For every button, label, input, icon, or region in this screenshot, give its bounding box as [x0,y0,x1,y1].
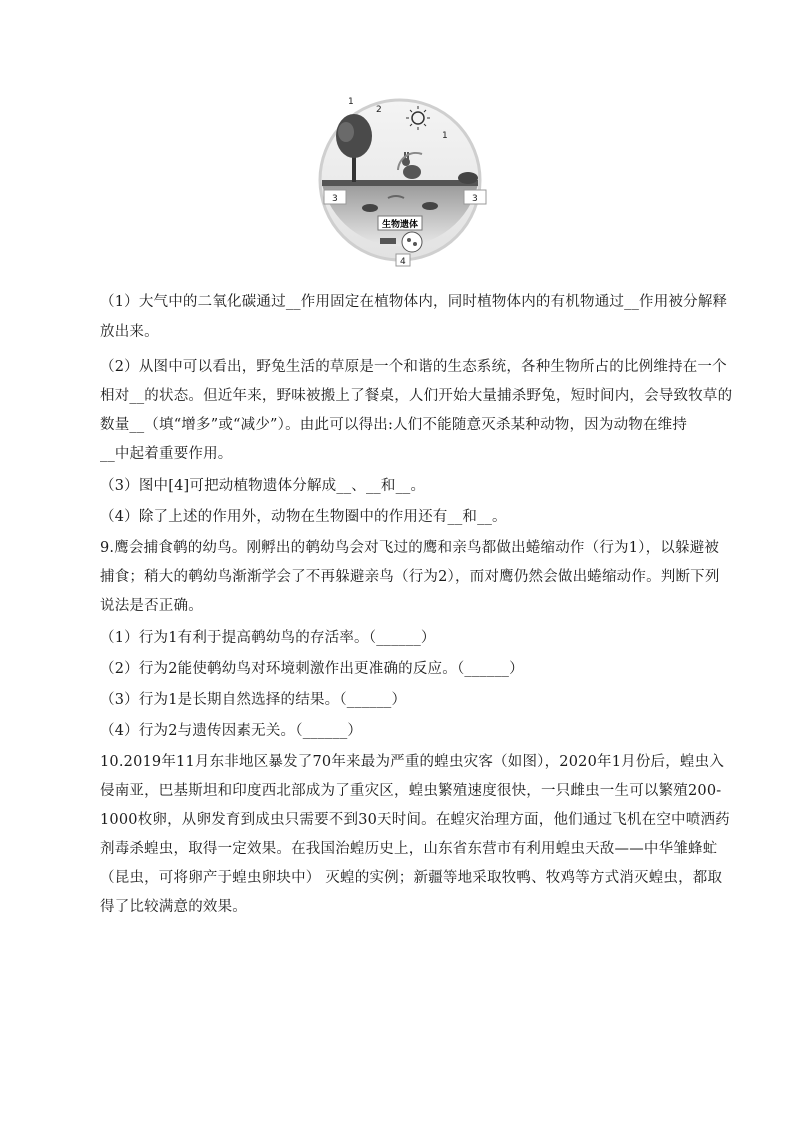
q10-line6: 得了比较满意的效果。 [100,899,247,915]
bush-icon [458,172,478,184]
animal-remains-icon [362,204,378,212]
fig-caption: 生物遗体 [382,220,419,230]
q9-stem-line3: 说法是否正确。 [100,598,203,614]
q8-2-line2: 相对__的状态。但近年来，野味被搬上了餐桌，人们开始大量捕杀野兔，短时间内，会导致牧草的 [100,388,733,404]
ecosystem-diagram [300,92,500,272]
q9-item2: （2）行为2能使鹌幼鸟对环境刺激作出更准确的反应。（______） [100,661,524,677]
q10-line5: （昆虫，可将卵产于蝗虫卵块中） 灭蝗的实例；新疆等地采取牧鸭、牧鸡等方式消灭蝗虫，都取 [100,870,723,886]
fig-label-3b: 3 [472,194,478,204]
q8-2-line4: __中起着重要作用。 [100,446,233,462]
fig-label-2: 2 [376,105,382,115]
q10-line3: 1000枚卵，从卵发育到成虫只需要不到30天时间。在蝗灾治理方面，他们通过飞机在空中喷洒药 [100,812,730,828]
fig-label-1b: 1 [442,131,448,141]
ground-line [322,180,478,186]
q8-2-line1: （2）从图中可以看出，野兔生活的草原是一个和谐的生态系统，各种生物所占的比例维持在一个 [100,359,727,375]
fig-label-1a: 1 [348,97,354,107]
q9-item4: （4）行为2与遗传因素无关。（______） [100,723,363,739]
remains-icon [380,238,396,244]
q8-3-line: （3）图中[4]可把动植物遗体分解成__、__和__。 [100,478,426,494]
q8-1-line1: （1）大气中的二氧化碳通过__作用固定在植物体内，同时植物体内的有机物通过__作用被分解释 [100,294,728,310]
q9-stem-line2: 捕食；稍大的鹌幼鸟渐渐学会了不再躲避亲鸟（行为2），而对鹰仍然会做出蜷缩动作。判断下列 [100,569,720,585]
q9-stem-line1: 9.鹰会捕食鹌的幼鸟。刚孵出的鹌幼鸟会对飞过的鹰和亲鸟都做出蜷缩动作（行为1），以躲避被 [100,540,720,556]
q10-line2: 侵南亚，巴基斯坦和印度西北部成为了重灾区，蝗虫繁殖速度很快，一只雌虫一生可以繁殖200- [100,783,722,799]
ecosystem-figure [300,92,500,272]
q8-4-line: （4）除了上述的作用外，动物在生物圈中的作用还有__和__。 [100,509,507,525]
decomposer-icon [402,232,422,252]
fig-label-3a: 3 [332,194,338,204]
q10-line1: 10.2019年11月东非地区暴发了70年来最为严重的蝗虫灾客（如图），2020年1月份后，蝗虫入 [100,754,725,770]
q8-2-line3: 数量__（填“增多”或“减少”）。由此可以得出:人们不能随意灭杀某种动物，因为动物在维持 [100,417,688,433]
fig-label-4: 4 [400,257,406,267]
q10-line4: 剂毒杀蝗虫，取得一定效果。在我国治蝗历史上，山东省东营市有利用蝗虫天敌——中华雏蜂虻 [100,841,718,857]
q9-item3: （3）行为1是长期自然选择的结果。（______） [100,692,407,708]
q9-item1: （1）行为1有利于提高鹌幼鸟的存活率。（______） [100,630,436,646]
q8-1-line2: 放出来。 [100,324,159,340]
